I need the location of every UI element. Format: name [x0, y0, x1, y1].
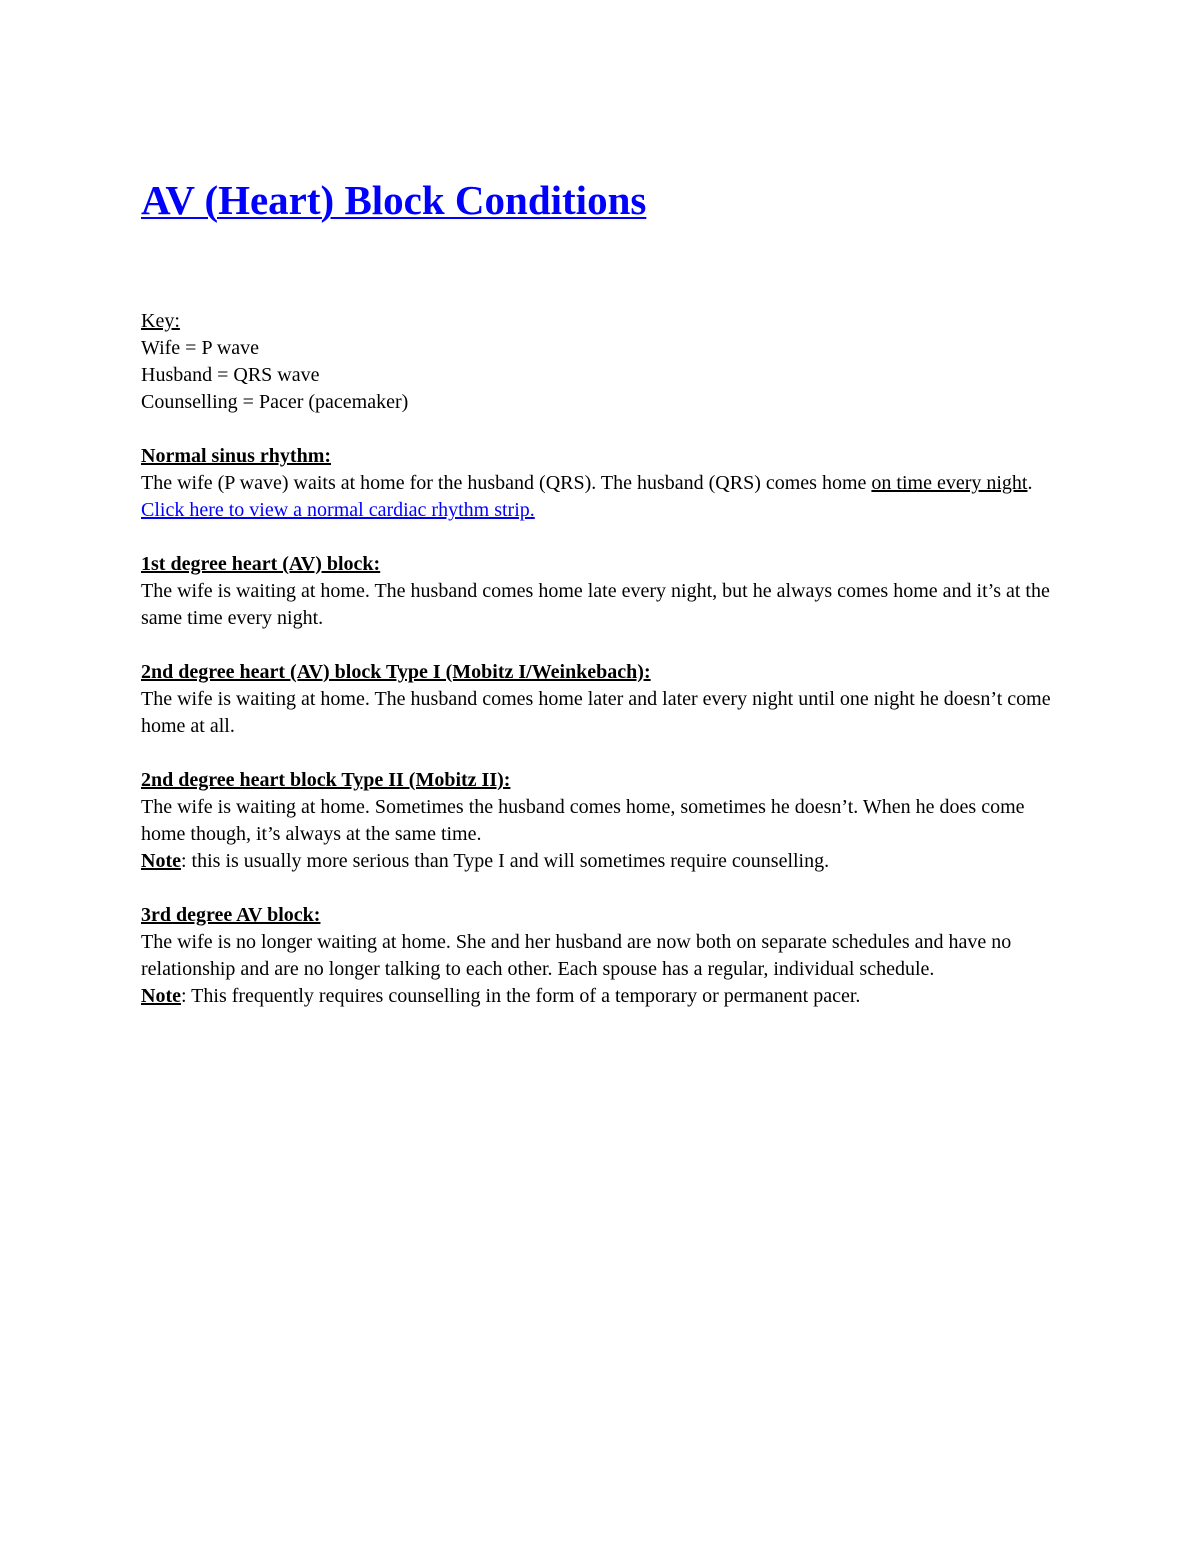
section-text-underlined: on time every night — [871, 472, 1028, 494]
key-item-wife: Wife = P wave — [141, 337, 260, 359]
section-second-degree-type-one — [141, 659, 1061, 740]
document-content — [141, 172, 1061, 1010]
rhythm-strip-link[interactable]: Click here to view a normal cardiac rhythm strip. — [141, 499, 535, 521]
note-text: : this is usually more serious than Type I and will sometimes require counselling. — [180, 850, 830, 872]
note-label: Note — [141, 850, 181, 872]
section-text — [141, 470, 1061, 497]
section-heading: 2nd degree heart (AV) block Type I (Mobitz I/Weinkebach): — [141, 661, 651, 683]
key-item-counselling: Counselling = Pacer (pacemaker) — [141, 391, 409, 413]
note-label: Note — [141, 985, 181, 1007]
section-heading: 3rd degree AV block: — [141, 904, 321, 926]
section-text: The wife is waiting at home. The husband comes home later and later every night until one night he doesn’t come home at all. — [141, 688, 1051, 737]
section-first-degree-block — [141, 551, 1061, 632]
section-heading: 1st degree heart (AV) block: — [141, 553, 381, 575]
key-label: Key: — [141, 310, 180, 332]
section-text-end: . — [1027, 472, 1033, 494]
section-second-degree-type-two — [141, 767, 1061, 875]
key-item-husband: Husband = QRS wave — [141, 364, 320, 386]
section-note — [141, 848, 1061, 875]
section-text: The wife is waiting at home. Sometimes the husband comes home, sometimes he doesn’t. When he does come home though, it’s always at the same time. — [141, 796, 1025, 845]
section-heading: 2nd degree heart block Type II (Mobitz II): — [141, 769, 511, 791]
section-heading: Normal sinus rhythm: — [141, 445, 332, 467]
section-text: The wife is no longer waiting at home. She and her husband are now both on separate schedules and have no relationship and are no longer talking to each other. Each spouse has a regular, individual schedule. — [141, 931, 1012, 980]
page-title-link[interactable]: AV (Heart) Block Conditions — [141, 177, 647, 223]
section-third-degree-block — [141, 902, 1061, 1010]
section-normal-sinus-rhythm — [141, 443, 1061, 524]
note-text: : This frequently requires counselling in the form of a temporary or permanent pacer. — [180, 985, 861, 1007]
section-text-start: The wife (P wave) waits at home for the husband (QRS). The husband (QRS) comes home — [141, 472, 872, 494]
section-note — [141, 983, 1061, 1010]
key-block — [141, 308, 1061, 416]
section-text: The wife is waiting at home. The husband comes home late every night, but he always comes home and it’s at the same time every night. — [141, 580, 1050, 629]
